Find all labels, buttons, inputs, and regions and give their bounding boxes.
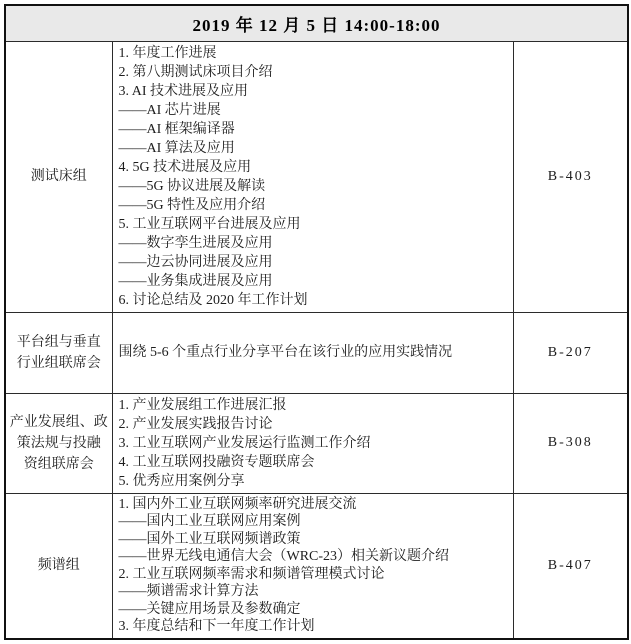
group-cell-testbed	[5, 41, 112, 312]
text-line: ——AI 框架编译器	[118, 121, 235, 137]
text-line: ——数字孪生进展及应用	[118, 235, 273, 251]
text-line: ——国外工业互联网频谱政策	[118, 531, 301, 547]
text-line: 测试床组	[30, 169, 87, 184]
text-line: ——世界无线电通信大会（WRC-23）相关新议题介绍	[118, 549, 450, 564]
text-line: ——业务集成进展及应用	[118, 273, 273, 289]
room-cell-platform: B-207	[513, 312, 628, 393]
text-line: ——关键应用场景及参数确定	[118, 601, 301, 617]
text-line: 1. 年度工作进展	[118, 45, 217, 61]
text-line: 产业发展组、政	[9, 414, 108, 430]
group-cell-industry	[5, 393, 112, 493]
table-row-testbed	[5, 41, 628, 312]
room-cell-industry: B-308	[513, 393, 628, 493]
text-line: 2. 产业发展实践报告讨论	[118, 416, 273, 432]
room-cell-testbed: B-403	[513, 41, 628, 312]
text-line: ——5G 协议进展及解读	[118, 178, 266, 194]
agenda-cell-industry	[112, 393, 513, 493]
group-cell-spectrum	[5, 493, 112, 639]
text-line: 3. AI 技术进展及应用	[118, 83, 248, 99]
text-line: ——AI 算法及应用	[118, 140, 235, 156]
text-line: 频谱组	[37, 558, 80, 573]
group-cell-platform	[5, 312, 112, 393]
table-row-platform	[5, 312, 628, 393]
table-row-industry	[5, 393, 628, 493]
text-line: ——AI 芯片进展	[118, 102, 221, 118]
text-line: 5. 工业互联网平台进展及应用	[118, 216, 301, 232]
text-line: 2. 第八期测试床项目介绍	[118, 64, 273, 80]
text-line: 3. 工业互联网产业发展运行监测工作介绍	[118, 435, 371, 451]
page-title: 2019 年 12 月 5 日 14:00-18:00	[5, 5, 628, 41]
text-line: 资组联席会	[23, 456, 94, 472]
text-line: 3. 年度总结和下一年度工作计划	[118, 619, 315, 634]
text-line: ——边云协同进展及应用	[118, 254, 273, 270]
agenda-cell-spectrum	[112, 493, 513, 639]
header-row	[5, 5, 628, 41]
room-cell-spectrum: B-407	[513, 493, 628, 639]
text-line: 1. 产业发展组工作进展汇报	[118, 397, 287, 413]
text-line: 5. 优秀应用案例分享	[118, 473, 245, 489]
text-line: 6. 讨论总结及 2020 年工作计划	[118, 292, 308, 308]
agenda-cell-testbed	[112, 41, 513, 312]
text-line: 行业组联席会	[16, 355, 101, 371]
text-line: 围绕 5-6 个重点行业分享平台在该行业的应用实践情况	[118, 345, 453, 360]
text-line: 1. 国内外工业互联网频率研究进展交流	[118, 496, 357, 512]
text-line: 策法规与投融	[16, 435, 101, 451]
text-line: 平台组与垂直	[16, 334, 101, 350]
text-line: ——国内工业互联网应用案例	[118, 514, 301, 529]
agenda-cell-platform	[112, 312, 513, 393]
text-line: 2. 工业互联网频率需求和频谱管理模式讨论	[118, 566, 385, 582]
text-line: 4. 工业互联网投融资专题联席会	[118, 454, 315, 470]
text-line: 4. 5G 技术进展及应用	[118, 159, 252, 175]
table-row-spectrum	[5, 493, 628, 639]
schedule-table	[4, 4, 629, 640]
text-line: ——频谱需求计算方法	[118, 584, 259, 599]
text-line: ——5G 特性及应用介绍	[118, 197, 266, 213]
